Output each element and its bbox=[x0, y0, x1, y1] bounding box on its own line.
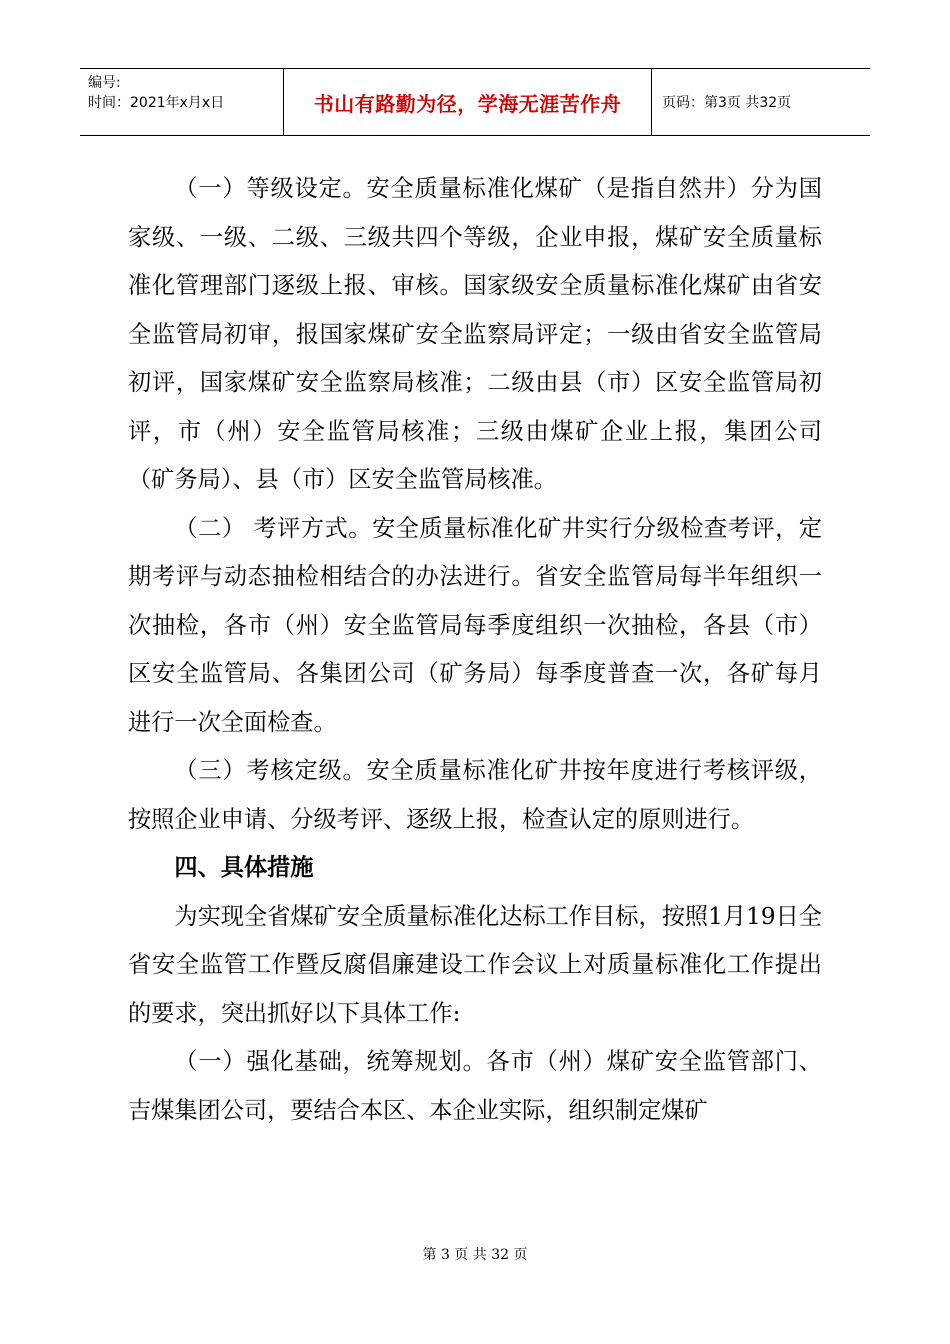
header-page-info: 页码：第3页 共32页 bbox=[662, 95, 792, 111]
document-time-label: 时间：2021年x月x日 bbox=[88, 95, 225, 111]
section-heading-measures: 四、具体措施 bbox=[174, 854, 314, 881]
paragraph-assessment-grading: （三）考核定级。安全质量标准化矿井按年度进行考核评级，按照企业申请、分级考评、逐级上报，检查认定的原则进行。 bbox=[128, 757, 822, 833]
paragraph-grade-setting: （一）等级设定。安全质量标准化煤矿（是指自然井）分为国家级、一级、二级、三级共四个等级，企业申报，煤矿安全质量标准化管理部门逐级上报、审核。国家级安全质量标准化煤矿由省安全监管局初审，报国家煤矿安全监察局评定；一级由省安全监管局初评，国家煤矿安全监察局核准；二级由县（市）区安全监管局初评，市（州）安全监管局核准；三级由煤矿企业上报，集团公司（矿务局）、县（市）区安全监管局核准。 bbox=[128, 175, 822, 493]
paragraph-measures-intro: 为实现全省煤矿安全质量标准化达标工作目标，按照1月19日全省安全监管工作暨反腐倡廉建设工作会议上对质量标准化工作提出的要求，突出抓好以下具体工作: bbox=[128, 902, 822, 1027]
header-motto: 书山有路勤为径，学海无涯苦作舟 bbox=[283, 69, 652, 135]
document-header bbox=[80, 68, 870, 136]
document-body bbox=[128, 165, 822, 1135]
paragraph-evaluation-method: （二） 考评方式。安全质量标准化矿井实行分级检查考评，定期考评与动态抽检相结合的办法进行。省安全监管局每半年组织一次抽检，各市（州）安全监管局每季度组织一次抽检，各县（市）区安全监管局、各集团公司（矿务局）每季度普查一次，各矿每月进行一次全面检查。 bbox=[128, 514, 822, 736]
document-number-label: 编号: bbox=[88, 75, 121, 91]
page-footer: 第 3 页 共 32 页 bbox=[422, 1247, 528, 1263]
paragraph-strengthen-foundation: （一）强化基础，统筹规划。各市（州）煤矿安全监管部门、吉煤集团公司，要结合本区、本企业实际，组织制定煤矿 bbox=[128, 1048, 822, 1124]
header-meta bbox=[80, 69, 283, 135]
